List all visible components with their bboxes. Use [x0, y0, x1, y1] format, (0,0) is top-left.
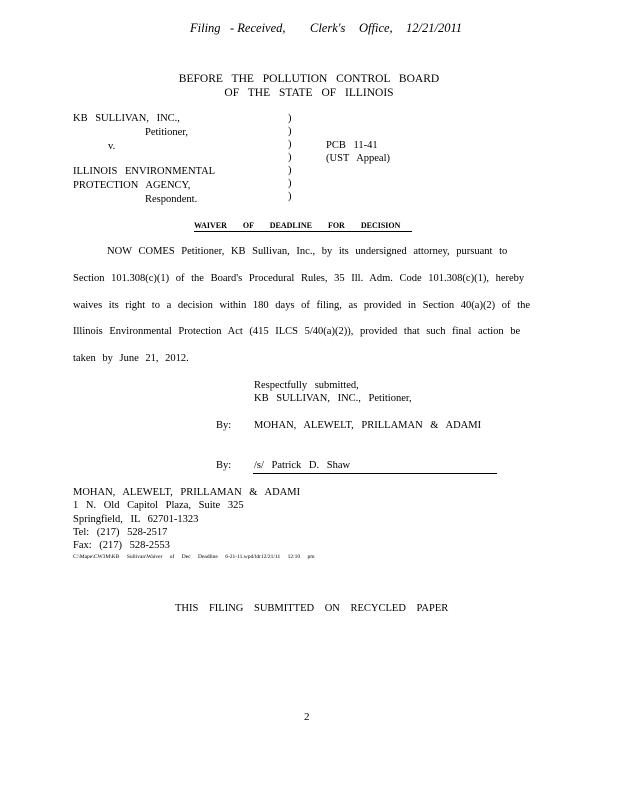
case-number: PCB 11-41 [326, 140, 378, 151]
caption-paren: ) [288, 139, 292, 150]
address-fax: Fax: (217) 528-2553 [73, 540, 170, 551]
body-line-4: Illinois Environmental Protection Act (415 ILCS 5/40(a)(2)), provided that such final action be [73, 326, 521, 337]
signature-line [253, 473, 497, 474]
address-street: 1 N. Old Capitol Plaza, Suite 325 [73, 500, 244, 511]
by-label: By: [216, 460, 232, 471]
body-line-2: Section 101.308(c)(1) of the Board's Procedural Rules, 35 Ill. Adm. Code 101.308(c)(1), hereby [73, 273, 525, 284]
court-name-line-1: BEFORE THE POLLUTION CONTROL BOARD [178, 73, 440, 85]
filing-stamp-clerks: Clerk's [310, 21, 346, 35]
by-label: By: [216, 420, 232, 431]
petitioner-name: KB SULLIVAN, INC., [73, 113, 180, 124]
file-path: C:\Mape\CW3M\KB Sullivan\Waiver of Dec Deadline 6-21-11.wpd/ldr12/21/11 12:10 pm [73, 554, 315, 560]
versus: v. [108, 141, 116, 152]
filing-stamp-date: 12/21/2011 [406, 21, 463, 35]
petitioner-label: Petitioner, [145, 127, 189, 138]
caption-paren: ) [288, 152, 292, 163]
caption-paren: ) [288, 113, 292, 124]
body-line-1: NOW COMES Petitioner, KB Sullivan, Inc., by its undersigned attorney, pursuant to [107, 246, 508, 257]
document-title: WAIVER OF DEADLINE FOR DECISION [194, 221, 412, 232]
signing-firm: MOHAN, ALEWELT, PRILLAMAN & ADAMI [254, 420, 482, 431]
page-number: 2 [304, 711, 310, 723]
body-line-5: taken by June 21, 2012. [73, 353, 189, 364]
electronic-signature: /s/ Patrick D. Shaw [254, 460, 351, 471]
caption-paren: ) [288, 191, 292, 202]
recycled-paper-notice: THIS FILING SUBMITTED ON RECYCLED PAPER [175, 603, 449, 614]
address-city: Springfield, IL 62701-1323 [73, 514, 199, 525]
filing-stamp-office: Office, [359, 21, 393, 35]
caption-paren: ) [288, 178, 292, 189]
signing-party: KB SULLIVAN, INC., Petitioner, [254, 393, 412, 404]
address-tel: Tel: (217) 528-2517 [73, 527, 168, 538]
caption-paren: ) [288, 126, 292, 137]
respondent-name-line-2: PROTECTION AGENCY, [73, 180, 191, 191]
caption-paren: ) [288, 165, 292, 176]
filing-stamp-filing: Filing [190, 21, 221, 35]
closing: Respectfully submitted, [254, 380, 359, 391]
body-line-3: waives its right to a decision within 180 days of filing, as provided in Section 40(a)(2) of the [73, 300, 531, 311]
case-type: (UST Appeal) [326, 153, 391, 164]
court-name-line-2: OF THE STATE OF ILLINOIS [224, 87, 394, 99]
respondent-label: Respondent. [145, 194, 198, 205]
address-firm: MOHAN, ALEWELT, PRILLAMAN & ADAMI [73, 487, 301, 498]
filing-stamp-received: - Received, [230, 21, 286, 35]
respondent-name-line-1: ILLINOIS ENVIRONMENTAL [73, 166, 216, 177]
